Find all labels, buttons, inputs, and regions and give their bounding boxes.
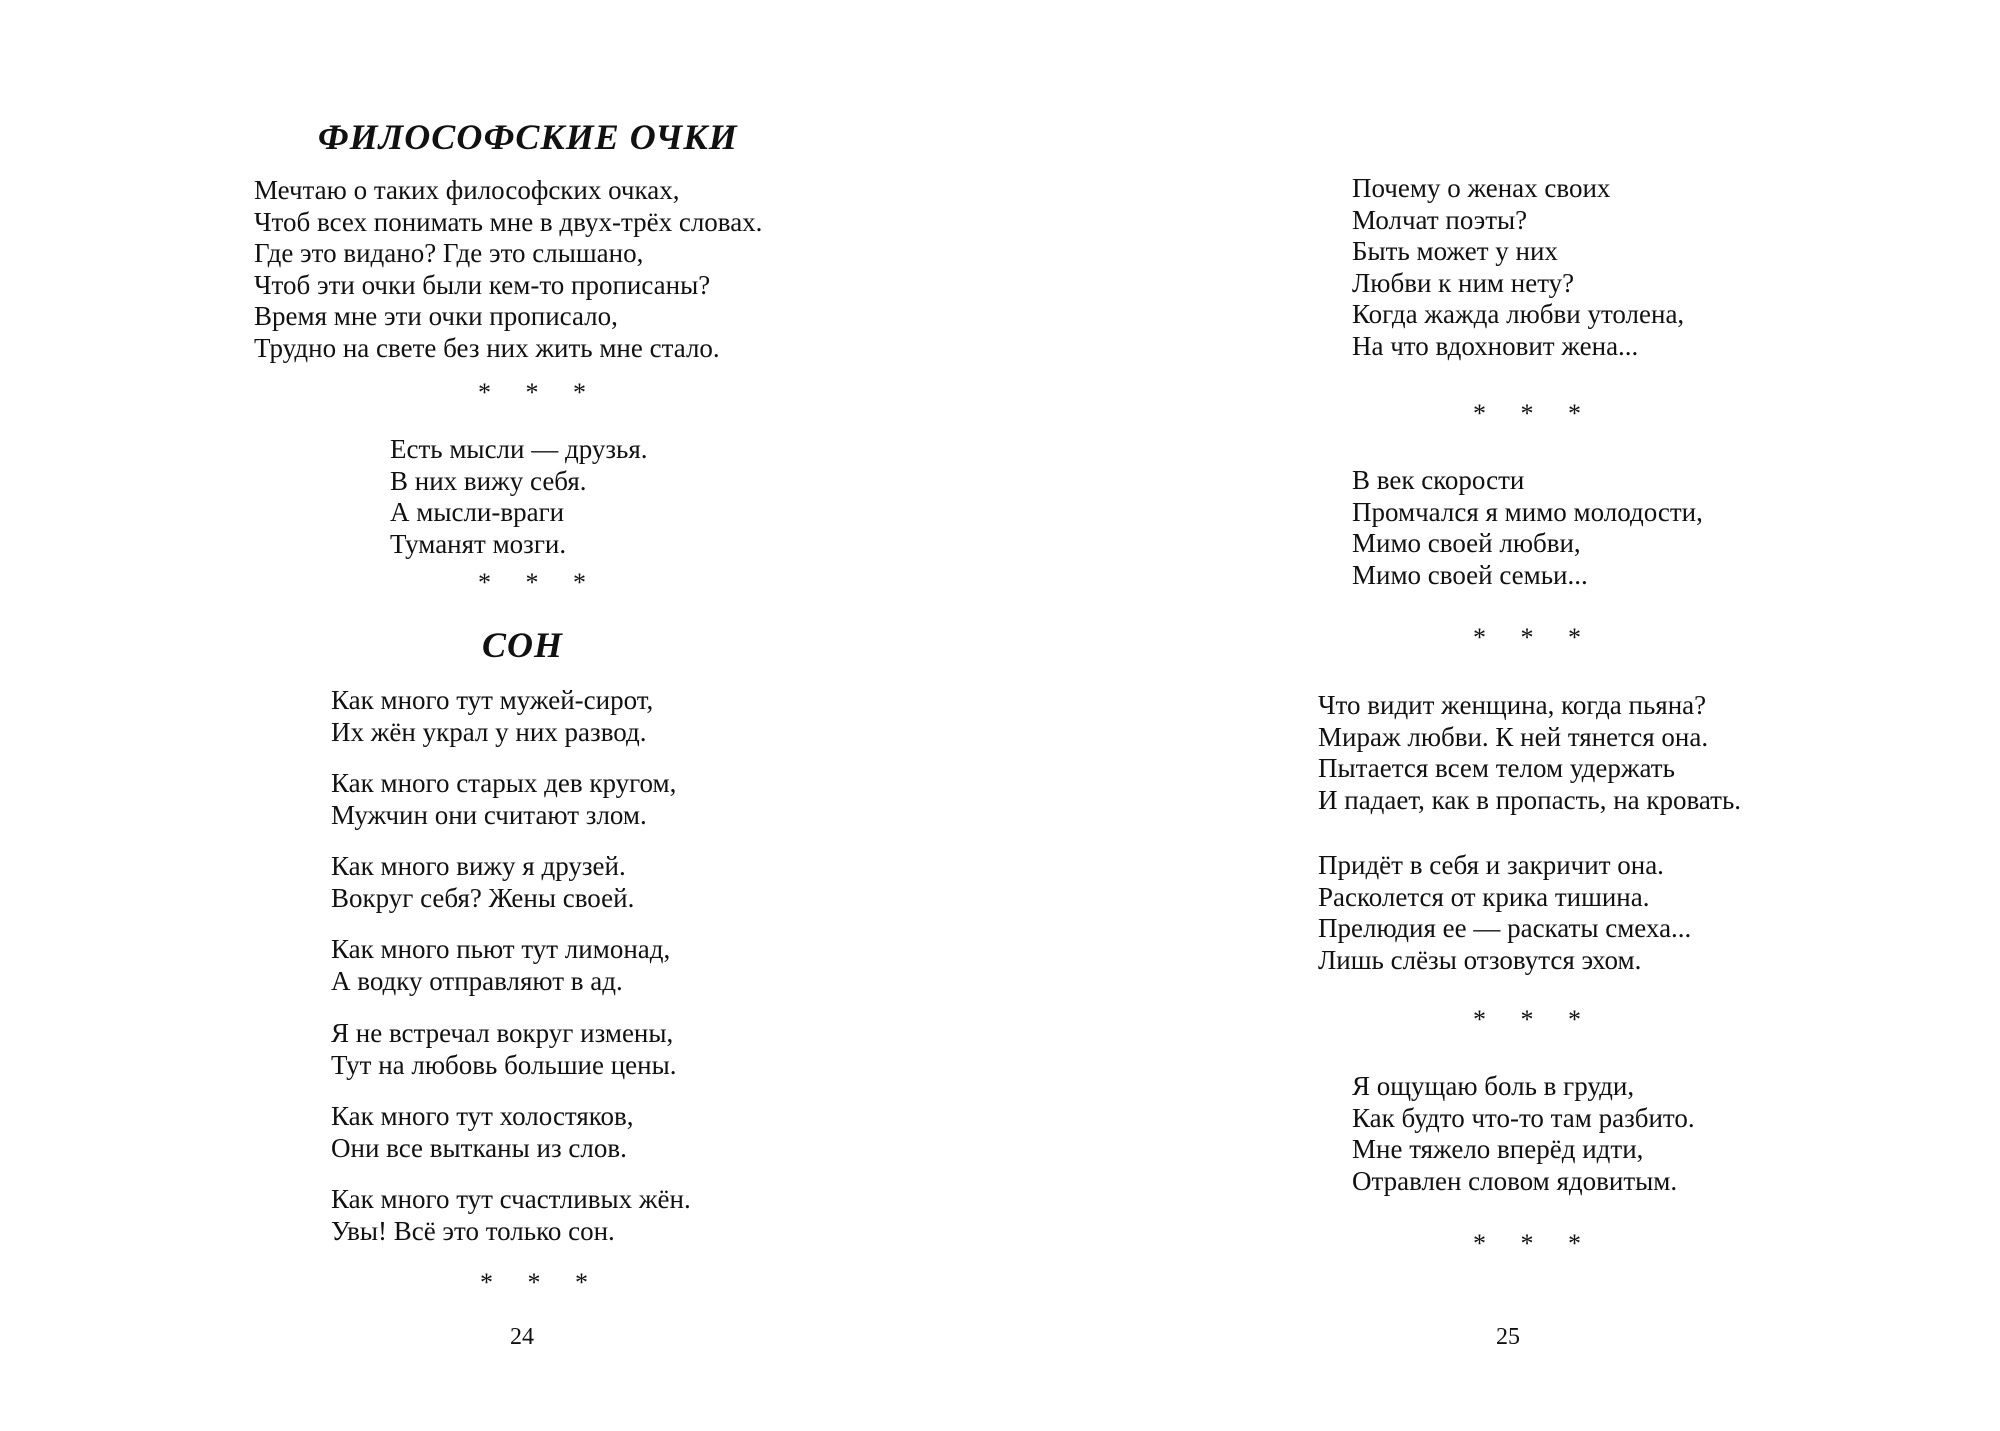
poem-line: Как будто что-то там разбито. bbox=[1352, 1102, 1695, 1133]
poem-line: Как много пьют тут лимонад, bbox=[331, 934, 671, 964]
poem-line: Чтоб эти очки были кем-то прописаны? bbox=[254, 269, 711, 300]
poem-wives bbox=[1352, 173, 1684, 362]
section-separator: * * * bbox=[1473, 1005, 1595, 1034]
poem-line: Вокруг себя? Жены своей. bbox=[331, 882, 635, 913]
poem-line: Я не встречал вокруг измены, bbox=[331, 1018, 674, 1048]
poem-line: Мимо своей любви, bbox=[1352, 528, 1581, 558]
poem-line: Они все вытканы из слов. bbox=[331, 1132, 627, 1163]
poem-dream-stanza bbox=[331, 934, 670, 997]
poem-line: Трудно на свете без них жить мне стало. bbox=[254, 332, 720, 363]
poem-line: Мимо своей семьи... bbox=[1352, 559, 1588, 590]
poem-line: И падает, как в пропасть, на кровать. bbox=[1318, 784, 1742, 815]
poem-line: Тут на любовь большие цены. bbox=[331, 1049, 677, 1080]
poem-line: Чтоб всех понимать мне в двух-трёх словах. bbox=[254, 206, 763, 237]
poem-pain bbox=[1352, 1071, 1695, 1197]
poem-line: Мираж любви. К ней тянется она. bbox=[1318, 721, 1709, 752]
poem-line: Туманят мозги. bbox=[390, 528, 567, 559]
poem-line: Молчат поэты? bbox=[1352, 204, 1528, 235]
poem-line: Мечтаю о таких философских очках, bbox=[254, 175, 680, 205]
section-separator: * * * bbox=[1473, 399, 1595, 428]
poem-line: Я ощущаю боль в груди, bbox=[1352, 1071, 1635, 1101]
poem-speed bbox=[1352, 465, 1703, 591]
poem-line: Быть может у них bbox=[1352, 236, 1558, 266]
poem-dream-stanza bbox=[331, 1101, 634, 1164]
poem-dream-stanza bbox=[331, 685, 653, 748]
page-number: 25 bbox=[1496, 1324, 1520, 1350]
poem-line: Отравлен словом ядовитым. bbox=[1352, 1165, 1678, 1196]
poem-dream-stanza bbox=[331, 1018, 677, 1081]
section-separator: * * * bbox=[1473, 623, 1595, 652]
poem-line: Придёт в себя и закричит она. bbox=[1318, 850, 1664, 880]
poem-line: Как много старых дев кругом, bbox=[331, 768, 677, 798]
poem-line: Увы! Всё это только сон. bbox=[331, 1215, 615, 1246]
poem-dream-stanza bbox=[331, 768, 676, 831]
poem-line: Время мне эти очки прописало, bbox=[254, 301, 618, 331]
poem-line: Пытается всем телом удержать bbox=[1318, 753, 1675, 783]
poem-thoughts bbox=[390, 434, 648, 560]
poem-line: В век скорости bbox=[1352, 465, 1525, 495]
poem-woman-stanza bbox=[1318, 690, 1741, 816]
poem-line: Как много вижу я друзей. bbox=[331, 851, 626, 881]
poem-line: Как много тут мужей-сирот, bbox=[331, 685, 654, 715]
poem-dream-stanza bbox=[331, 1184, 691, 1247]
poem-line: А водку отправляют в ад. bbox=[331, 965, 623, 996]
section-separator: * * * bbox=[480, 1268, 602, 1297]
poem-line: Лишь слёзы отзовутся эхом. bbox=[1318, 944, 1642, 975]
poem-line: Их жён украл у них развод. bbox=[331, 716, 647, 747]
poem-philosophical-glasses bbox=[254, 175, 762, 364]
right-page bbox=[1000, 0, 2000, 1431]
poem-line: Что видит женщина, когда пьяна? bbox=[1318, 690, 1707, 720]
poem-line: Есть мысли — друзья. bbox=[390, 434, 648, 464]
poem-line: Любви к ним нету? bbox=[1352, 267, 1575, 298]
section-separator: * * * bbox=[1473, 1229, 1595, 1258]
poem-line: Мужчин они считают злом. bbox=[331, 799, 647, 830]
poem-line: Как много тут холостяков, bbox=[331, 1101, 634, 1131]
poem-line: На что вдохновит жена... bbox=[1352, 330, 1639, 361]
poem-title-dream: СОН bbox=[482, 625, 564, 665]
poem-line: Когда жажда любви утолена, bbox=[1352, 299, 1685, 329]
poem-line: Мне тяжело вперёд идти, bbox=[1352, 1134, 1644, 1164]
poem-line: Почему о женах своих bbox=[1352, 173, 1611, 203]
poem-line: В них вижу себя. bbox=[390, 465, 587, 496]
section-separator: * * * bbox=[478, 378, 600, 407]
poem-title-philosophical-glasses: ФИЛОСОФСКИЕ ОЧКИ bbox=[318, 117, 738, 157]
poem-line: Как много тут счастливых жён. bbox=[331, 1184, 691, 1214]
poem-line: А мысли-враги bbox=[390, 497, 565, 527]
poem-line: Где это видано? Где это слышано, bbox=[254, 238, 644, 268]
poem-line: Расколется от крика тишина. bbox=[1318, 881, 1650, 912]
poem-woman-stanza bbox=[1318, 850, 1691, 976]
page-number: 24 bbox=[510, 1324, 534, 1350]
poem-line: Прелюдия ее — раскаты смеха... bbox=[1318, 913, 1692, 943]
poem-line: Промчался я мимо молодости, bbox=[1352, 496, 1703, 527]
poem-dream-stanza bbox=[331, 851, 634, 914]
section-separator: * * * bbox=[478, 568, 600, 597]
